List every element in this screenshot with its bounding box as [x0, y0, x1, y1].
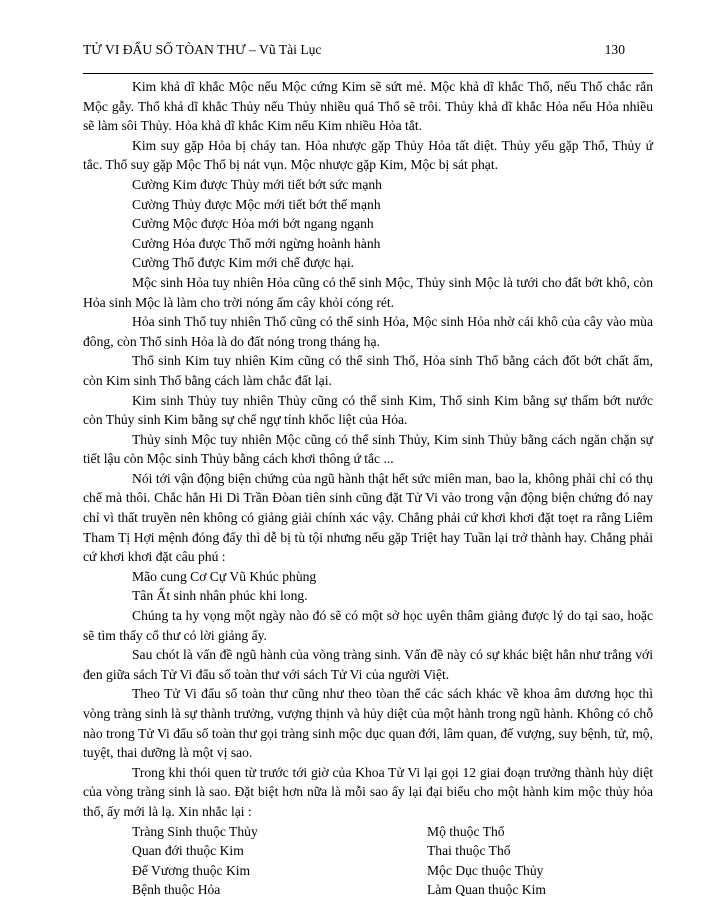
list-row — [132, 841, 653, 861]
body-paragraph: Kim sinh Thủy tuy nhiên Thủy cũng có thể sinh Kim, Thổ sinh Kim bằng sự thấm bớt nước còn Thủy sinh Kim bằng sự chế ngự tính khốc liệt của Hỏa. — [83, 392, 653, 428]
list-item-right: Mộ thuộc Thổ — [427, 823, 505, 839]
body-paragraph: Thủy sinh Mộc tuy nhiên Mộc cũng có thể sinh Thủy, Kim sinh Thủy bằng cách ngăn chặn sự tiết lậu còn Mộc sinh Thủy bằng cách khơi thông ứ tắc ... — [83, 431, 653, 467]
list-row — [132, 880, 653, 900]
list-item-left: Tràng Sinh thuộc Thủy — [132, 823, 258, 839]
list-item-right: Mộc Dục thuộc Thủy — [427, 862, 544, 878]
list-row — [132, 822, 653, 842]
list-item-right: Làm Quan thuộc Kim — [427, 882, 546, 898]
body-paragraph: Trong khi thói quen từ trước tới giờ của Khoa Tử Vi lại gọi 12 giai đoạn trưởng thành hủy diệt của vòng tràng sinh là sao. Đặt biệt hơn nữa là mỗi sao ấy lại đại biểu cho một hành kim mộc thủy hỏa thổ, ấy mới là lạ. Xin nhắc lại : — [83, 764, 653, 819]
list-item-left: Quan đới thuộc Kim — [132, 843, 244, 859]
body-paragraph: Kim khả dĩ khắc Mộc nếu Mộc cứng Kim sẽ sứt mẻ. Mộc khả dĩ khắc Thổ, nếu Thổ chắc rắn Mộc gẫy. Thổ khả dĩ khắc Thủy nếu Thủy nhiều quá Thổ sẽ trôi. Thủy khả dĩ khắc Hỏa nếu Hỏa nhiều sẽ làm sôi Thủy. Hỏa khả dĩ khắc Kim nếu Kim nhiều Hỏa tắt. — [83, 79, 653, 134]
indented-line: Mão cung Cơ Cự Vũ Khúc phùng — [132, 568, 317, 584]
header-title: TỬ VI ĐẨU SỐ TÒAN THƯ – Vũ Tài Lục — [83, 42, 322, 57]
body-paragraph: Theo Tử Vi đẩu số toàn thư cũng như theo tòan thể các sách khác về khoa âm dương học thì vòng tràng sinh là sự thành trưởng, vượng thịnh và hủy diệt của một hành trong ngũ hành. Không có chỗ nào trong Tử Vi đẩu số toàn thư gọi tràng sinh mộc dục quan đới, lâm quan, đế vượng, suy bệnh, tử, mộ, tuyệt, thai dưỡng là một vị sao. — [83, 686, 653, 761]
list-item-left: Đế Vương thuộc Kim — [132, 862, 251, 878]
list-row — [132, 861, 653, 881]
indented-line: Cường Thủy được Mộc mới tiết bớt thế mạnh — [132, 196, 381, 212]
indented-line: Cường Hỏa được Thổ mới ngừng hoành hành — [132, 235, 381, 251]
list-item-left: Bệnh thuộc Hỏa — [132, 882, 221, 898]
body-paragraph: Sau chót là vấn đề ngũ hành của vòng tràng sinh. Vấn đề này có sự khác biệt hẳn như trắng với đen giữa sách Tử Vi đẩu số toàn thư với sách Tử Vi của người Việt. — [83, 647, 653, 682]
body-paragraph: Kim suy gặp Hỏa bị cháy tan. Hỏa nhược gặp Thủy Hỏa tất diệt. Thủy yếu gặp Thổ, Thủy ứ tắc. Thổ suy gặp Mộc Thổ bị nát vụn. Mộc nhược gặp Kim, Mộc bị sát phạt. — [83, 137, 653, 173]
header-rule — [83, 73, 653, 74]
body-paragraph: Nói tới vận động biện chứng của ngũ hành thật hết sức miên man, bao la, không phải chỉ có thụ chế mà thôi. Chắc hẳn Hi Di Trần Đòan tiên sinh cũng đặt Tử Vi vào trong vận động biện chứng đó nay chỉ vì thất truyền nên không có giảng giải chính xác vậy. Chẳng phải cứ khơi khơi đặt toẹt ra rằng Liêm Tham Tị Hợi mệnh đóng đấy thì dễ bị tù tội nhưng nếu gặp Triệt hay Tuần lại trở thành hay. Chẳng phải cứ khơi khơi đặt câu phú : — [83, 470, 653, 565]
document-body — [83, 77, 653, 900]
body-paragraph: Hỏa sinh Thổ tuy nhiên Thổ cũng có thể sinh Hỏa, Mộc sinh Hỏa nhờ cái khô của cây vào mùa đông, còn Thổ sinh Hỏa là do đất nóng trong tháng hạ. — [83, 314, 653, 349]
indented-line: Cường Thổ được Kim mới chế được hại. — [132, 255, 355, 271]
body-paragraph: Thổ sinh Kim tuy nhiên Kim cũng có thể sinh Thổ, Hỏa sinh Thổ bằng cách đốt bớt chất ẩm, còn Kim sinh Thổ bằng cách làm chắc đất lại. — [83, 353, 653, 388]
page-number: 130 — [604, 42, 625, 57]
page-header — [83, 40, 653, 60]
indented-line: Tân Ất sinh nhân phúc khi long. — [132, 588, 308, 604]
body-paragraph: Mộc sinh Hỏa tuy nhiên Hỏa cũng có thể sinh Mộc, Thủy sinh Mộc là tưới cho đất bớt khô, còn Hỏa sinh Mộc là làm cho trời nóng ấm cây khỏi cóng rét. — [83, 274, 653, 310]
body-paragraph: Chúng ta hy vọng một ngày nào đó sẽ có một sở học uyên thâm giảng được lý do tại sao, hoặc sẽ tìm thấy cổ thư có lời giảng ấy. — [83, 608, 653, 643]
paragraph-list — [83, 77, 653, 822]
indented-line: Cường Kim được Thủy mới tiết bớt sức mạnh — [132, 176, 382, 192]
two-column-list — [83, 822, 653, 900]
document-page — [83, 40, 653, 898]
indented-line: Cường Mộc được Hỏa mới bớt ngang ngạnh — [132, 216, 374, 232]
list-item-right: Thai thuộc Thổ — [427, 843, 511, 859]
